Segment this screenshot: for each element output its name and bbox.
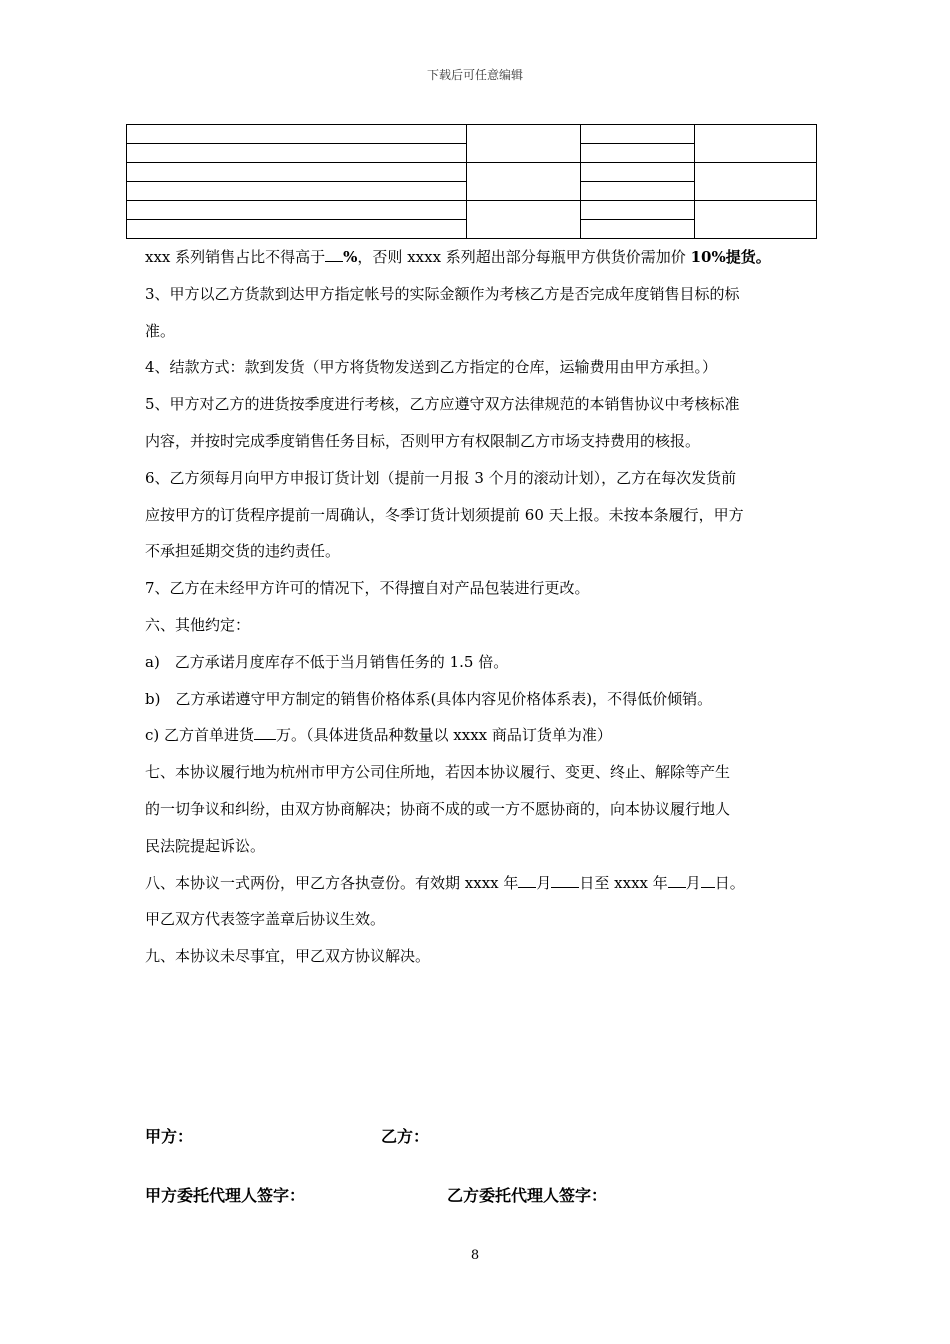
table-cell [467,201,581,239]
clause-text: 万。（具体进货品种数量以 xxxx 商品订货单为准） [276,726,612,745]
section-7-cont: 的一切争议和纠纷，由双方协商解决；协商不成的或一方不愿协商的，向本协议履行地人 [145,799,731,818]
section-8-cont: 甲乙双方代表签字盖章后协议生效。 [145,910,386,929]
term-b: b) 乙方承诺遵守甲方制定的销售价格体系(具体内容见价格体系表)，不得低价倾销。 [145,689,713,708]
contract-body [145,242,815,978]
clause-5-cont: 内容，并按时完成季度销售任务目标，否则甲方有权限制乙方市场支持费用的核报。 [145,431,701,450]
table-cell [127,163,467,182]
term-a: a) 乙方承诺月度库存不低于当月销售任务的 1.5 倍。 [145,652,509,671]
blank-underline [325,245,343,262]
clause-text: ，否则 xxxx 系列超出部分每瓶甲方供货价需加价 [357,248,691,266]
table-cell [127,201,467,220]
section-7: 七、本协议履行地为杭州市甲方公司住所地，若因本协议履行、变更、终止、解除等产生 [145,763,731,782]
clause-text: 日。 [714,873,745,892]
clause-5: 5、甲方对乙方的进货按季度进行考核，乙方应遵守双方法律规范的本销售协议中考核标准 [145,395,740,414]
blank-underline [518,871,536,888]
table-cell [581,163,695,182]
clause-7: 7、乙方在未经甲方许可的情况下，不得擅自对产品包装进行更改。 [145,579,590,598]
table-cell [467,163,581,201]
section-8 [145,868,815,905]
clause-text: % [343,248,358,266]
page-number: 8 [470,1248,480,1263]
clause-text: c) 乙方首单进货 [145,726,255,745]
blank-table [126,124,817,239]
table-cell [581,144,695,163]
section-other-terms: 六、其他约定： [145,615,251,634]
party-a-agent-signature: 甲方委托代理人签字： [145,1186,306,1205]
table-cell [127,125,467,144]
table-cell [467,125,581,163]
section-7-cont2: 民法院提起诉讼。 [145,836,266,855]
table-cell [581,182,695,201]
clause-6-cont2: 不承担延期交货的违约责任。 [145,542,341,561]
section-9: 九、本协议未尽事宜，甲乙双方协议解决。 [145,947,431,966]
clause-text-bold: 10%提货。 [690,248,771,266]
clause-text: 月 [536,873,552,892]
table-cell [695,163,817,201]
table-cell [127,144,467,163]
table-cell [581,125,695,144]
clause-text: xxx 系列销售占比不得高于 [145,248,326,266]
clause-ratio [145,242,815,279]
blank-underline [551,871,579,888]
clause-3: 3、甲方以乙方货款到达甲方指定帐号的实际金额作为考核乙方是否完成年度销售目标的标 [145,284,740,303]
table-cell [127,220,467,239]
term-c [145,720,815,757]
blank-underline [668,871,686,888]
party-a-label: 甲方： [145,1127,194,1146]
party-b-label: 乙方： [381,1127,430,1146]
table-cell [695,125,817,163]
clause-text: 月 [685,873,701,892]
clause-4: 4、结款方式：款到发货（甲方将货物发送到乙方指定的仓库，运输费用由甲方承担。） [145,358,718,377]
clause-6: 6、乙方须每月向甲方申报订货计划（提前一月报 3 个月的滚动计划），乙方在每次发货前 [145,468,737,487]
clause-text: 日至 xxxx 年 [579,873,668,892]
clause-6-cont: 应按甲方的订货程序提前一周确认，冬季订货计划须提前 60 天上报。未按本条履行，甲方 [145,505,744,524]
table-cell [581,201,695,220]
page-header: 下载后可任意编辑 [426,68,523,82]
clause-text: 八、本协议一式两份，甲乙方各执壹份。有效期 xxxx 年 [145,873,519,892]
blank-underline [254,723,276,740]
party-b-agent-signature: 乙方委托代理人签字： [447,1186,608,1205]
blank-underline [701,871,715,888]
table-cell [695,201,817,239]
table-cell [581,220,695,239]
table-cell [127,182,467,201]
clause-3-cont: 准。 [145,321,176,340]
